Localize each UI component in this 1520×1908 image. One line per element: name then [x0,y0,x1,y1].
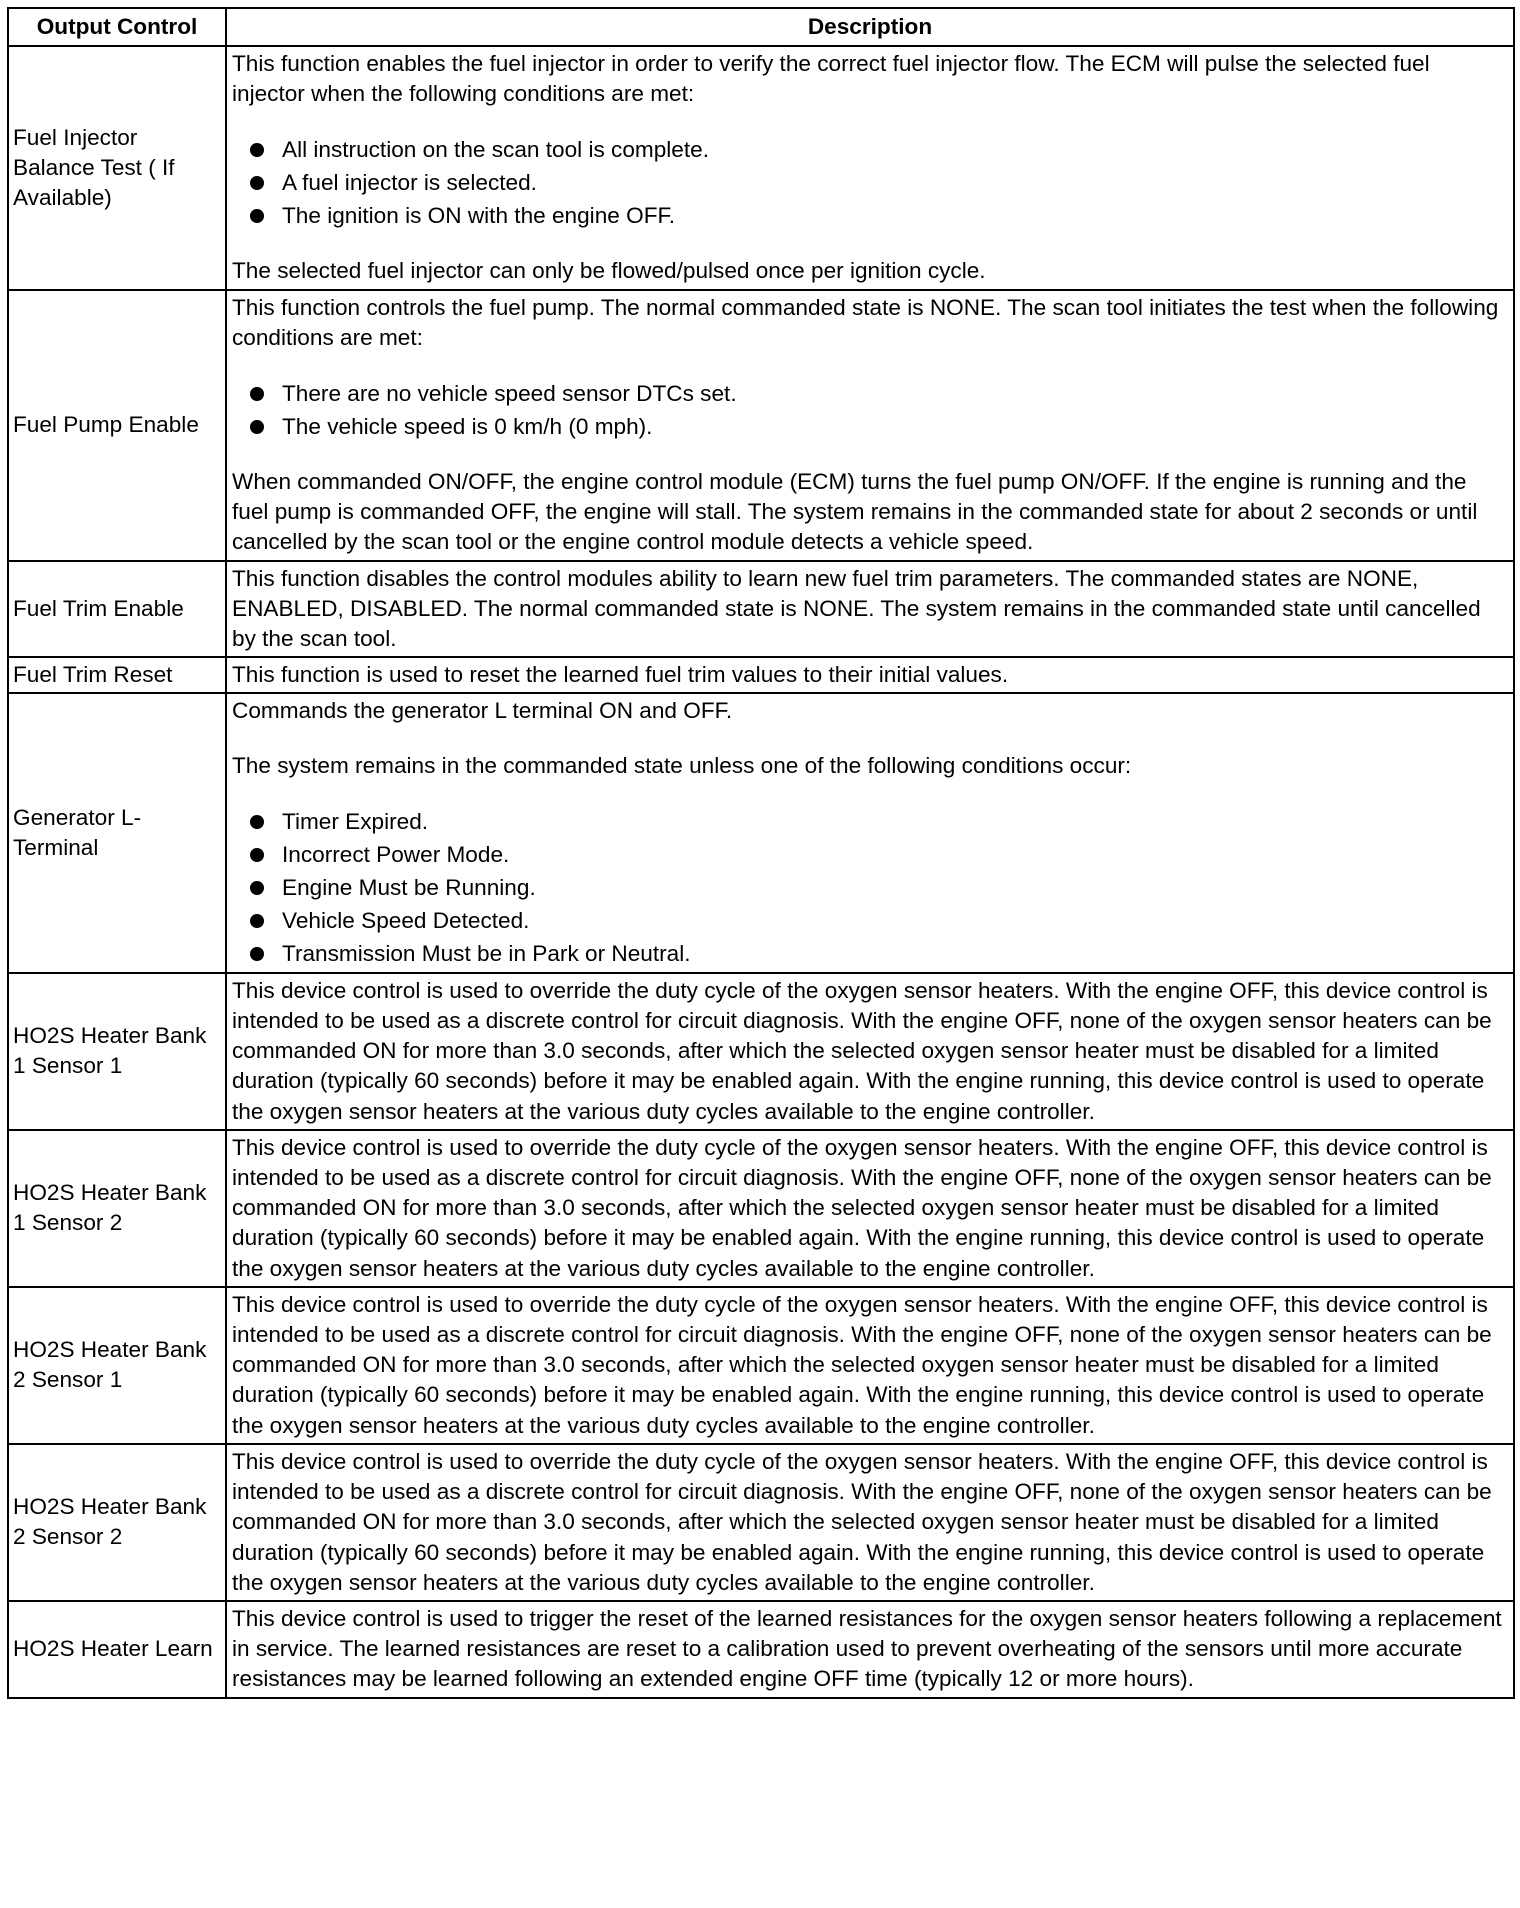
condition-list [232,377,1507,443]
list-item [232,166,1507,199]
bullet-icon [250,420,264,434]
description-cell [226,1601,1514,1698]
description-cell [226,1287,1514,1444]
description-paragraph: The selected fuel injector can only be flowed/pulsed once per ignition cycle. [232,258,986,284]
bullet-icon [250,209,264,223]
description-cell [226,46,1514,290]
description-cell [226,1130,1514,1287]
table-row [8,973,1514,1130]
list-item-text: A fuel injector is selected. [282,170,537,196]
bullet-icon [250,387,264,401]
output-control-name: HO2S Heater Learn [8,1601,226,1698]
list-item-text: Timer Expired. [282,808,429,834]
list-item-text: Vehicle Speed Detected. [282,907,530,933]
list-item-text: All instruction on the scan tool is complete. [282,137,709,163]
table-header [8,8,1514,46]
bullet-icon [250,947,264,961]
output-control-name: HO2S Heater Bank 1 Sensor 2 [8,1130,226,1287]
table-row [8,1287,1514,1444]
description-paragraph: This device control is used to override the duty cycle of the oxygen sensor heaters. With the engine OFF, this device control is intended to be used as a discrete control for circuit diagnosis. With the engine OFF, none of the oxygen sensor heaters can be commanded ON for more than 3.0 seconds, after which the selected oxygen sensor heater must be disabled for a limited duration (typically 60 seconds) before it may be enabled again. With the engine running, this device control is used to operate the oxygen sensor heaters at the various duty cycles available to the engine controller. [232,1291,1492,1438]
table-row [8,693,1514,972]
table-row [8,290,1514,561]
header-row [8,8,1514,46]
list-item [232,410,1507,443]
description-cell [226,973,1514,1130]
condition-list [232,133,1507,232]
list-item-text: There are no vehicle speed sensor DTCs set. [282,381,737,407]
list-item [232,199,1507,232]
bullet-icon [250,143,264,157]
output-control-name: HO2S Heater Bank 2 Sensor 2 [8,1444,226,1601]
description-paragraph: This device control is used to override the duty cycle of the oxygen sensor heaters. With the engine OFF, this device control is intended to be used as a discrete control for circuit diagnosis. With the engine OFF, none of the oxygen sensor heaters can be commanded ON for more than 3.0 seconds, after which the selected oxygen sensor heater must be disabled for a limited duration (typically 60 seconds) before it may be enabled again. With the engine running, this device control is used to operate the oxygen sensor heaters at the various duty cycles available to the engine controller. [232,1134,1492,1281]
list-item-text: The ignition is ON with the engine OFF. [282,203,676,229]
bullet-icon [250,848,264,862]
output-control-name: Fuel Injector Balance Test ( If Available) [8,46,226,290]
table-row [8,1130,1514,1287]
output-control-name: Generator L-Terminal [8,693,226,972]
description-paragraph: This function enables the fuel injector in order to verify the correct fuel injector flow. The ECM will pulse the selected fuel injector when the following conditions are met: [232,51,1430,107]
description-cell [226,693,1514,972]
output-control-table [7,7,1515,1699]
list-item [232,377,1507,410]
description-paragraph: This function disables the control modules ability to learn new fuel trim parameters. The commanded states are NONE, ENABLED, DISABLED. The normal commanded state is NONE. The system remains in the commanded state until cancelled by the scan tool. [232,565,1481,652]
description-cell [226,290,1514,561]
output-control-name: HO2S Heater Bank 1 Sensor 1 [8,973,226,1130]
table-body [8,46,1514,1698]
output-control-name: Fuel Trim Reset [8,657,226,693]
description-paragraph: This function is used to reset the learned fuel trim values to their initial values. [232,662,1009,688]
header-output-control: Output Control [8,8,226,46]
list-item [232,937,1507,970]
description-cell [226,1444,1514,1601]
description-paragraph: This function controls the fuel pump. The normal commanded state is NONE. The scan tool initiates the test when the following conditions are met: [232,294,1499,350]
description-paragraph: The system remains in the commanded state unless one of the following conditions occur: [232,752,1132,778]
list-item-text: Incorrect Power Mode. [282,841,510,867]
description-paragraph: This device control is used to trigger the reset of the learned resistances for the oxygen sensor heaters following a replacement in service. The learned resistances are reset to a calibration used to prevent overheating of the sensors until more accurate resistances may be learned following an extended engine OFF time (typically 12 or more hours). [232,1605,1502,1692]
description-paragraph: This device control is used to override the duty cycle of the oxygen sensor heaters. With the engine OFF, this device control is intended to be used as a discrete control for circuit diagnosis. With the engine OFF, none of the oxygen sensor heaters can be commanded ON for more than 3.0 seconds, after which the selected oxygen sensor heater must be disabled for a limited duration (typically 60 seconds) before it may be enabled again. With the engine running, this device control is used to operate the oxygen sensor heaters at the various duty cycles available to the engine controller. [232,977,1492,1124]
output-control-name: HO2S Heater Bank 2 Sensor 1 [8,1287,226,1444]
list-item [232,871,1507,904]
description-paragraph: Commands the generator L terminal ON and OFF. [232,698,733,724]
bullet-icon [250,914,264,928]
description-paragraph: This device control is used to override the duty cycle of the oxygen sensor heaters. With the engine OFF, this device control is intended to be used as a discrete control for circuit diagnosis. With the engine OFF, none of the oxygen sensor heaters can be commanded ON for more than 3.0 seconds, after which the selected oxygen sensor heater must be disabled for a limited duration (typically 60 seconds) before it may be enabled again. With the engine running, this device control is used to operate the oxygen sensor heaters at the various duty cycles available to the engine controller. [232,1448,1492,1595]
list-item-text: The vehicle speed is 0 km/h (0 mph). [282,414,653,440]
bullet-icon [250,815,264,829]
header-description: Description [226,8,1514,46]
table-row [8,46,1514,290]
table-row [8,561,1514,658]
table-row [8,657,1514,693]
output-control-name: Fuel Trim Enable [8,561,226,658]
list-item [232,904,1507,937]
bullet-icon [250,881,264,895]
description-cell [226,561,1514,658]
bullet-icon [250,176,264,190]
list-item-text: Engine Must be Running. [282,874,536,900]
description-paragraph: When commanded ON/OFF, the engine control module (ECM) turns the fuel pump ON/OFF. If the engine is running and the fuel pump is commanded OFF, the engine will stall. The system remains in the commanded state for about 2 seconds or until cancelled by the scan tool or the engine control module detects a vehicle speed. [232,469,1478,555]
list-item [232,133,1507,166]
list-item [232,805,1507,838]
list-item-text: Transmission Must be in Park or Neutral. [282,940,691,966]
output-control-name: Fuel Pump Enable [8,290,226,561]
description-cell [226,657,1514,693]
table-row [8,1601,1514,1698]
table-row [8,1444,1514,1601]
list-item [232,838,1507,871]
condition-list [232,805,1507,970]
